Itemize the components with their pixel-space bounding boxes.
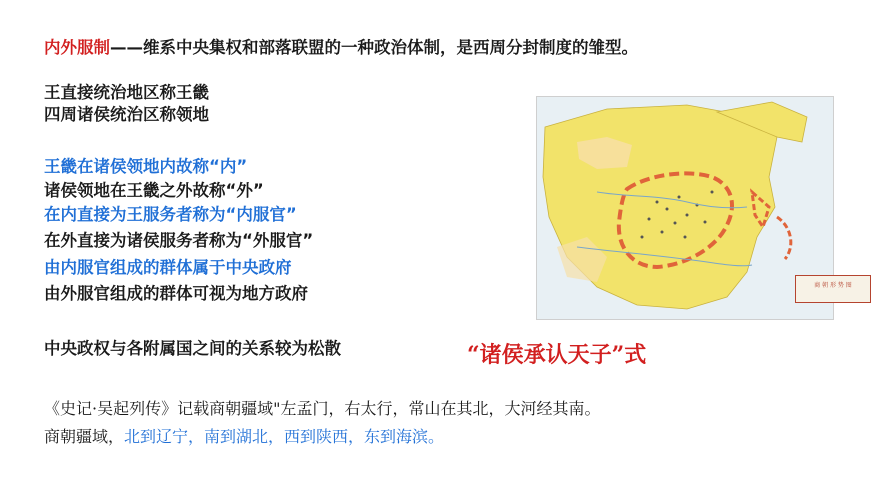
line-inner: 王畿在诸侯领地内故称“内” xyxy=(44,157,248,176)
quote-line-2 xyxy=(44,424,444,447)
shang-map xyxy=(536,96,852,320)
line-inner-officials: 在内直接为王服务者称为“内服官” xyxy=(44,205,297,224)
map-graphic xyxy=(537,97,833,319)
central-note: 中央政权与各附属国之间的关系较为松散 xyxy=(44,339,341,358)
quote-prefix: 商朝疆域， xyxy=(44,427,125,446)
line-outer-officials: 在外直接为诸侯服务者称为“外服官” xyxy=(44,231,314,250)
heading xyxy=(44,34,638,58)
slogan: “诸侯承认天子”式 xyxy=(467,342,647,368)
quote-line-1: 《史记·吴起列传》记载商朝疆域"左孟门，右太行，常山在其北，大河经其南。 xyxy=(44,399,601,418)
map-legend xyxy=(795,275,871,303)
line-central-government: 由内服官组成的群体属于中央政府 xyxy=(44,258,292,277)
quote-highlight: 北到辽宁，南到湖北，西到陕西，东到海滨。 xyxy=(124,427,445,446)
line-royal-domain: 王直接统治地区称王畿 xyxy=(44,83,209,102)
heading-term: 内外服制 xyxy=(44,38,110,57)
line-vassal-territory: 四周诸侯统治区称领地 xyxy=(44,105,209,124)
map-legend-text: 商 朝 形 势 图 xyxy=(814,282,852,289)
heading-definition: ——维系中央集权和部落联盟的一种政治体制，是西周分封制度的雏型。 xyxy=(110,38,638,57)
line-local-government: 由外服官组成的群体可视为地方政府 xyxy=(44,284,308,303)
line-outer: 诸侯领地在王畿之外故称“外” xyxy=(44,181,264,200)
